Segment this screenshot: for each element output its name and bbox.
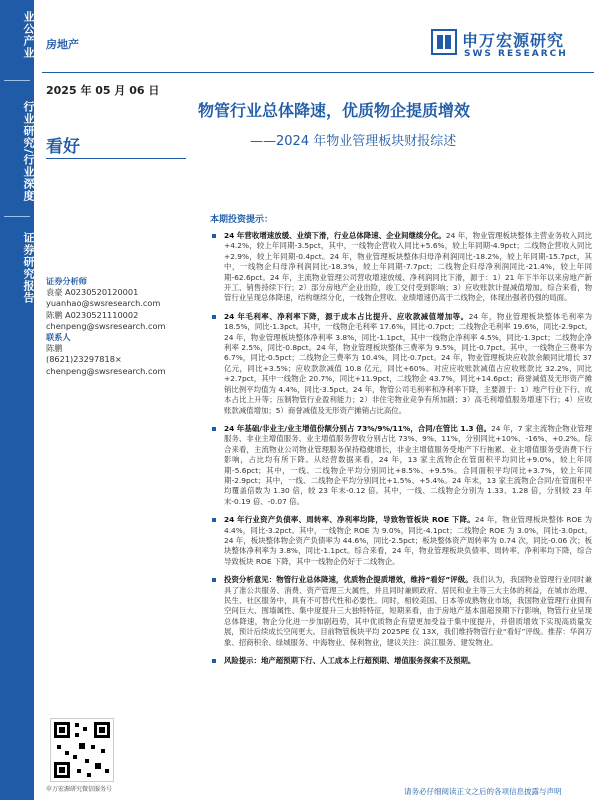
- rating-rule: [46, 158, 186, 159]
- summary-bullet: [210, 656, 592, 666]
- analyst-line: yuanhao@swsresearch.com: [46, 298, 161, 309]
- summary-bullet: [210, 424, 592, 507]
- logo-text-cn: 申万宏源研究: [462, 31, 565, 50]
- bullet-marker-icon: [212, 234, 216, 238]
- bullet-lead: 24 年营收增速放缓、业绩下滑，行业总体降速、企业间继续分化。: [224, 231, 446, 240]
- footer-disclaimer: 请务必仔细阅读正文之后的各项信息披露与声明: [404, 787, 562, 796]
- sidebar-block-securities-report: 证券研究报告: [22, 232, 35, 304]
- contact-line: (8621)23297818×: [46, 354, 122, 365]
- bullet-marker-icon: [212, 315, 216, 319]
- industry-label: 房地产: [46, 38, 79, 51]
- summary-bullet: [210, 231, 592, 304]
- summary-bullet: [210, 575, 592, 648]
- bullet-marker-icon: [212, 518, 216, 522]
- investment-summary: [210, 212, 592, 674]
- analyst-line: 袁豪 A0230520120001: [46, 287, 139, 298]
- bullet-lead: 风险提示：地产超预期下行、人工成本上行超预期、增值服务探索不及预期。: [224, 656, 476, 666]
- bullet-lead: 24 年行业资产负债率、周转率、净利率均降，导致物管板块 ROE 下降。: [224, 515, 475, 525]
- bullet-text: 24 年，物业管理板块整体主营业务收入同比+4.2%，较上年同期-3.5pct，其中，一线物企营收入同比+5.6%，较上年同期-4.9pct；二线物企营收入同比+2.9%，较上年同期-0.4pct。24 年，物业管理板块整体归母净利润同比-18.2%，较上年同期-15.7pct，其中，一线物企归母净利润同比-18.3%，较上年同期-7.7pct；二线物企归母净利润同比-21.4%，较上年同期-62.6pct。24 年，主流物业管理公司营收增速放缓、净利润同比下滑，源于：1）21 年下半年以来房地产新开工、销售持续下行；2）部分房地产企业出险，竣工交付受到影响；3）应收账款计提减值增加。综合来看，物管行业呈现总体降速，结构继续分化，一线物企营收、业绩增速仍高于二线物企，体现出强者仍强的局面。: [224, 231, 592, 303]
- rating-label: 看好: [46, 137, 80, 157]
- summary-bullet: [210, 515, 592, 567]
- logo-text-en: SWS RESEARCH: [464, 49, 568, 59]
- logo-mark-icon: [430, 28, 458, 56]
- bullet-text: 24 年，7 家主流物企物业管理服务、非业主增值服务、业主增值服务营收分别占比 73%、9%、11%，分别同比+10%、-16%、+0.2%。综合来看，主流物业公司物业管理服务保持稳健增长，非业主增值服务受地产下行拖累、业主增值服务受消费下行影响，占比均有所下降。从经营数据来看，24 年，13 家主流物企在管面积平均同比+9.0%，较上年同期-5.6pct；其中，一线、二线物企平均分别同比+8.5%、+9.5%。合同面积平均同比+3.7%，较上年同期-2.9pct；其中，一线、二线物企平均分别同比+1.5%、+5.4%。24 年末，13 家主流物企合同/在管面积平均覆盖倍数为 1.30 倍，较 23 年末-0.12 倍。其中，一线、二线物企分别为 1.33、1.28 倍，分别较 23 年末-0.19 倍、-0.07 倍。: [224, 423, 592, 506]
- qr-code-icon: [50, 718, 114, 782]
- contact-line: chenpeng@swsresearch.com: [46, 365, 166, 376]
- bullet-marker-icon: [212, 578, 216, 582]
- sidebar-block-report-type: 行业研究/行业深度: [22, 101, 35, 203]
- bullet-text: 24 年，物业管理板块整体 ROE 为 4.4%，同比-3.2pct。其中，一线物企 ROE 为 9.0%，同比-4.1pct；二线物企 ROE 为 3.0%，同比-3.0pct。24 年，板块整体物企资产负债率为 44.6%，同比-2.5pct；板块整体资产周转率为 0.74 次，同比-0.06 次；板块整体净利率为 3.8%，同比-1.1pct。综合来看，24 年，物业管理板块负债率、周转率、净利率均下降，综合导致板块 ROE 下降，其中一线物企仍好于二线物企。: [224, 515, 593, 566]
- report-subtitle: ——2024 年物业管理板块财报综述: [250, 134, 457, 149]
- report-date: 2025 年 05 月 06 日: [46, 84, 160, 97]
- report-title: 物管行业总体降速，优质物企提质增效: [198, 101, 471, 120]
- left-sidebar: [0, 0, 34, 800]
- sidebar-divider: [4, 80, 30, 81]
- company-logo: [430, 26, 580, 66]
- bullet-text: 24 年，物业管理板块整体毛利率为 18.5%，同比-1.3pct。其中，一线物企毛利率 17.6%，同比-0.7pct；二线物企毛利率 19.6%，同比-2.9pct。24 年，物业管理板块整体净利率 3.8%，同比-1.1pct，其中一线物企净利率 4.5%，同比-1.3pct；二线物企净利率 2.5%，同比-0.8pct。24 年，物业管理板块整体三费率为 9.5%，同比-0.7pct。其中，一线物企三费率为 6.7%，同比-0.5pct；二线物企三费率为 10.4%，同比-0.7pct。24 年，物业管理板块应收款余额同比增长 37 亿元，同比+3.5%；应收款款减值 10.8 亿元，同比+60%。对应应收账款减值占应收账款比 32.2%，同比+2.7pct，其中一线物企 20.7%，同比+11.9pct，二线物企 43.7%，同比+14.6pct；商誉减值及无形资产摊销比例平均值为 4.4%，同比-3.5pct。24 年，物管公司毛利率和净利率下降，主要源于：1）地产行业下行、成本占比上升等；压制物管行业盈利能力；2）非住宅物业竞争有所加剧；3）高毛利增值服务增速下行；4）应收账款减值增加；5）商誉减值及无形资产摊销占比高位。: [224, 311, 592, 415]
- summary-bullet: [210, 312, 592, 416]
- sidebar-divider: [4, 216, 30, 217]
- bullet-lead: 24 年毛利率、净利率下降，源于成本占比提升、应收款减值增加等。: [224, 311, 469, 321]
- analyst-heading: 证券分析师: [46, 276, 87, 286]
- sidebar-block-industry: 业公产业: [22, 11, 35, 59]
- analyst-line: chenpeng@swsresearch.com: [46, 320, 166, 331]
- contact-heading: 联系人: [46, 332, 71, 343]
- bullet-lead: 24 年基础/非业主/业主增值份额分别占 73%/9%/11%，合同/在管比 1.3 倍。: [224, 423, 492, 433]
- analyst-line: 陈鹏 A0230521110002: [46, 309, 139, 320]
- bullet-marker-icon: [212, 659, 216, 663]
- header-rule: [42, 72, 594, 73]
- summary-title: 本期投资提示：: [210, 215, 274, 225]
- qr-caption: 申万宏源研究微信服务号: [46, 786, 113, 793]
- contact-line: 陈鹏: [46, 343, 63, 354]
- analyst-block: [46, 276, 206, 377]
- bullet-lead: 投资分析意见：物管行业总体降速，优质物企提质增效，维持“看好”评级。: [224, 575, 473, 585]
- bullet-marker-icon: [212, 427, 216, 431]
- bullet-text: 我们认为，我国物业管理行业同时兼具了准公共服务、消费、资产管理三大属性，并且同时兼顾政府、居民和业主等三大主体的利益，在城市治理、民生、社区服务中，具有不可替代性和必要性。同时，相较美国、日本等成熟物业市场，我国物业管理行业拥有空间巨大、围墙属性、集中度提升三大独特特征，短期来看，由于房地产基本面超预期下行影响，物管行业呈现总体降速，物企分化进一步加剧趋势，其中优质物企有望更加受益于集中度提升，并借质增效下实现高质量发展，预计后续成长空间更大。目前物管板块平均 2025PE 仅 13X，我们维持物管行业“看好”评级。推荐：华润万象、招商积余、绿城服务、中海物业、保利物业，建议关注：滨江服务、建发物业。: [224, 575, 592, 647]
